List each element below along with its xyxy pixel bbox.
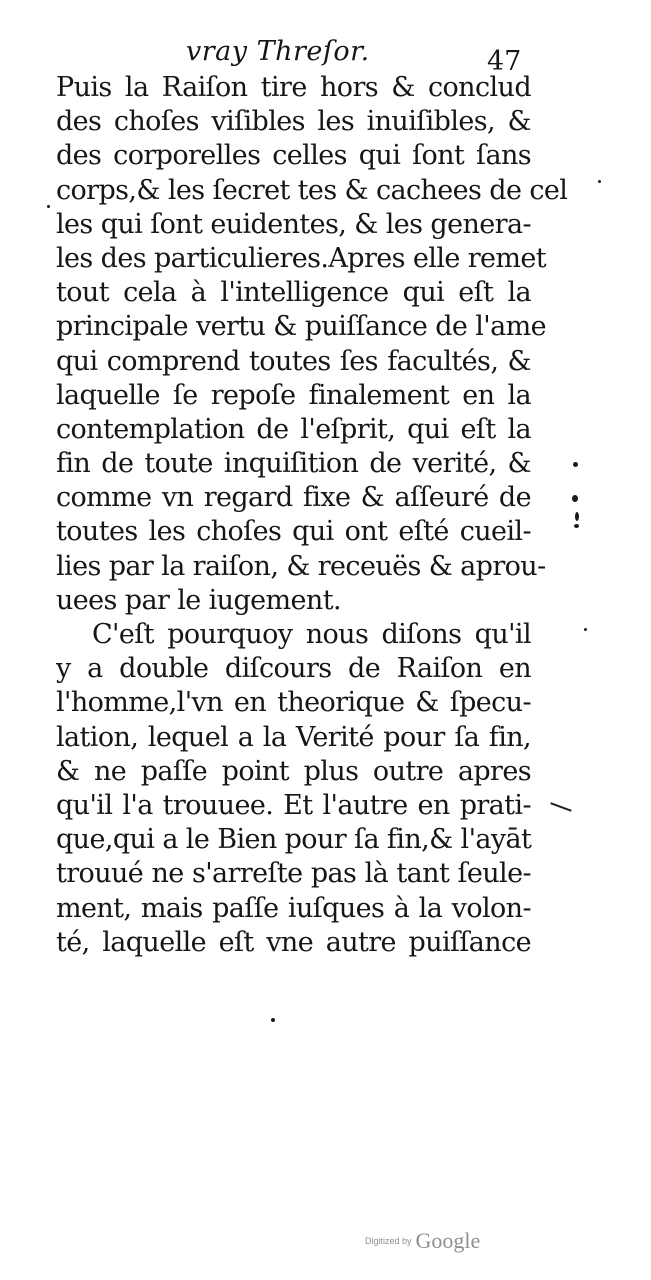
text-line: corps,& les ſecret tes & cachees de cel: [56, 174, 568, 206]
text-line: trouué ne s'arreſte pas là tant ſeule-: [56, 858, 531, 890]
text-line: & ne paſſe point plus outre apres: [56, 755, 531, 787]
watermark-prefix: Digitized by: [365, 1236, 412, 1246]
text-line: ment, mais paſſe iuſques à la volon-: [56, 892, 531, 924]
text-line: des corporelles celles qui ſont ſans: [56, 140, 531, 172]
text-line: principale vertu & puiſſance de l'ame: [56, 311, 546, 343]
ink-speck: [271, 1018, 275, 1022]
text-line: Puis la Raiſon tire hors & conclud: [56, 72, 531, 103]
text-line: y a double diſcours de Raiſon en: [56, 653, 531, 685]
paragraph-first-line: C'eſt pourquoy nous diſons qu'il: [92, 619, 531, 650]
body-text: [56, 71, 568, 960]
text-line: les qui ſont euidentes, & les genera-: [56, 208, 531, 240]
running-head: vray Threſor.: [186, 36, 370, 67]
margin-mark: [550, 802, 571, 811]
digitized-watermark: [365, 1228, 480, 1254]
ink-speck: [572, 495, 578, 502]
ink-speck: [598, 180, 601, 183]
ink-speck: [575, 512, 579, 521]
ink-speck: [47, 205, 50, 208]
text-line: té, laquelle eſt vne autre puiſſance: [56, 926, 531, 958]
ink-speck: [573, 462, 578, 467]
text-line: toutes les choſes qui ont eſté cueil-: [56, 516, 531, 548]
text-line: laquelle ſe repoſe finalement en la: [56, 379, 531, 411]
watermark-brand: Google: [415, 1228, 481, 1253]
text-line: qu'il l'a trouuee. Et l'autre en prati-: [56, 789, 531, 821]
text-line: lation, lequel a la Verité pour ſa fin,: [56, 721, 531, 753]
text-line: uees par le iugement.: [56, 584, 341, 616]
text-line: lies par la raiſon, & receuës & aprou-: [56, 550, 546, 582]
text-line: contemplation de l'eſprit, qui eſt la: [56, 413, 531, 445]
ink-speck: [574, 524, 579, 528]
text-line: l'homme,l'vn en theorique & ſpecu-: [56, 687, 531, 719]
text-line: fin de toute inquiſition de verité, &: [56, 448, 531, 480]
text-line: qui comprend toutes ſes facultés, &: [56, 345, 531, 377]
text-line: tout cela à l'intelligence qui eſt la: [56, 277, 531, 309]
text-line: que,qui a le Bien pour ſa fin,& l'ayāt: [56, 824, 532, 856]
text-line: des choſes viſibles les inuiſibles, &: [56, 106, 531, 138]
ink-speck: [584, 628, 587, 631]
text-line: les des particulieres.Apres elle remet: [56, 242, 547, 274]
text-line: comme vn regard fixe & aſſeuré de: [56, 482, 531, 514]
page-number: 47: [487, 46, 522, 77]
